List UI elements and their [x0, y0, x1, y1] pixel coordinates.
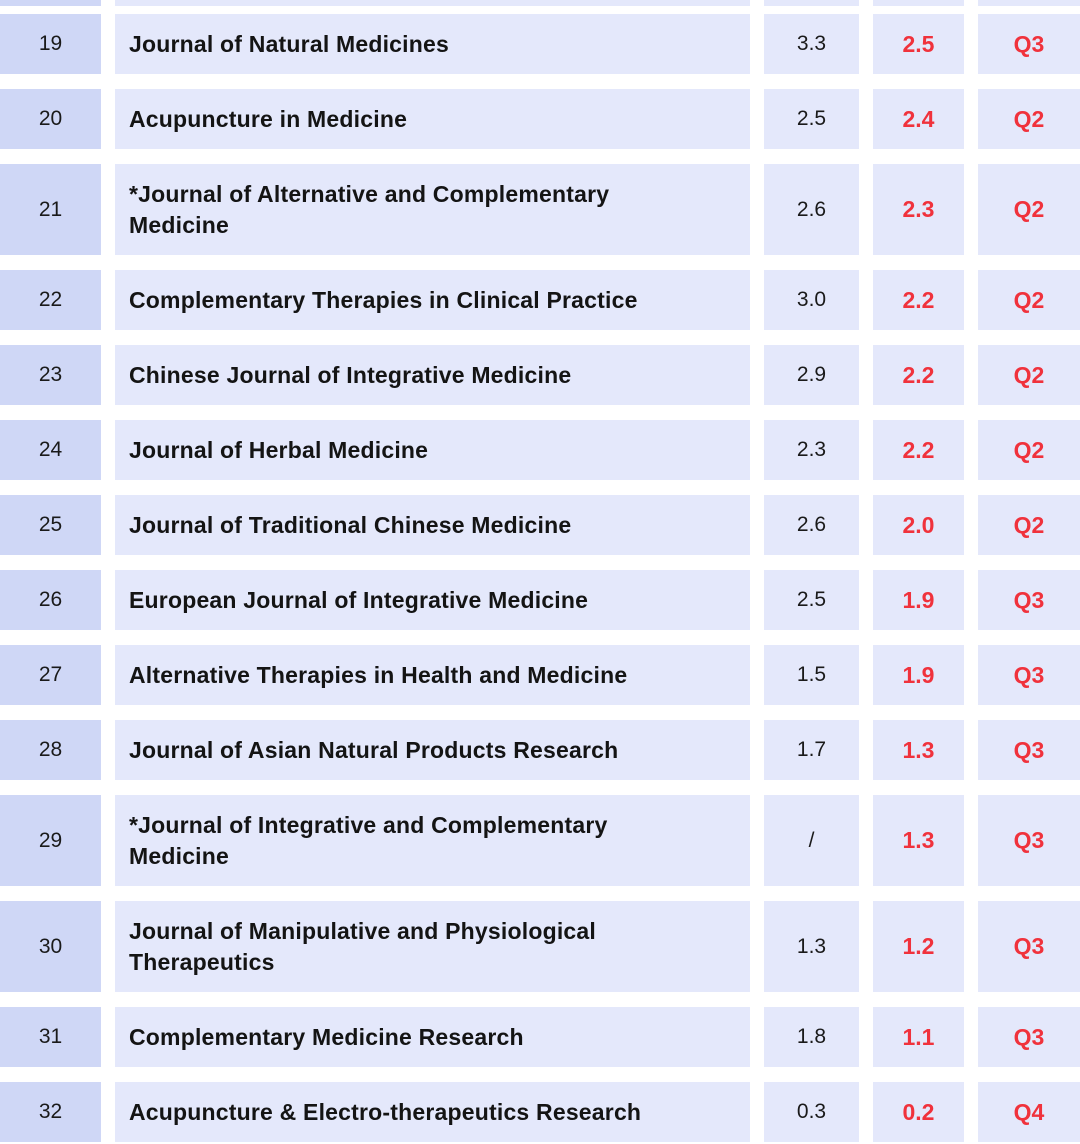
five-year-if-cell: / — [764, 795, 859, 886]
five-year-if-cell: 1.3 — [764, 901, 859, 992]
quartile-cell: Q3 — [978, 570, 1080, 630]
quartile-cell: Q2 — [978, 420, 1080, 480]
quartile-cell: Q2 — [978, 345, 1080, 405]
journal-name-cell: Journal of Manipulative and Physiological Therapeutics — [115, 901, 750, 992]
journal-name-cell: Journal of Herbal Medicine — [115, 420, 750, 480]
journal-name-cell: Journal of Natural Medicines — [115, 14, 750, 74]
rank-cell: 32 — [0, 1082, 101, 1142]
journal-name-cell: Journal of Asian Natural Products Research — [115, 720, 750, 780]
previous-row-edge — [0, 0, 1080, 6]
impact-factor-cell: 2.2 — [873, 420, 964, 480]
impact-factor-cell: 1.1 — [873, 1007, 964, 1067]
table-row — [0, 14, 1080, 74]
rank-cell: 27 — [0, 645, 101, 705]
table-row — [0, 345, 1080, 405]
five-year-if-cell: 0.3 — [764, 1082, 859, 1142]
rank-cell: 25 — [0, 495, 101, 555]
quartile-cell: Q3 — [978, 645, 1080, 705]
journal-name-cell: Alternative Therapies in Health and Medicine — [115, 645, 750, 705]
impact-factor-cell: 2.5 — [873, 14, 964, 74]
journal-name-cell: *Journal of Integrative and Complementary Medicine — [115, 795, 750, 886]
table-row — [0, 164, 1080, 255]
quartile-cell: Q2 — [978, 164, 1080, 255]
quartile-cell: Q2 — [978, 89, 1080, 149]
table-row — [0, 1082, 1080, 1142]
table-row — [0, 720, 1080, 780]
rank-cell: 28 — [0, 720, 101, 780]
table-row — [0, 901, 1080, 992]
table-row — [0, 795, 1080, 886]
quartile-cell: Q3 — [978, 14, 1080, 74]
impact-factor-cell: 2.4 — [873, 89, 964, 149]
table-row — [0, 89, 1080, 149]
five-year-if-cell: 1.7 — [764, 720, 859, 780]
impact-factor-cell: 1.3 — [873, 795, 964, 886]
journal-name-cell: Complementary Medicine Research — [115, 1007, 750, 1067]
five-year-if-cell: 2.5 — [764, 570, 859, 630]
journal-name-cell: Chinese Journal of Integrative Medicine — [115, 345, 750, 405]
table-row — [0, 420, 1080, 480]
five-year-if-cell: 2.9 — [764, 345, 859, 405]
journal-name-cell: *Journal of Alternative and Complementary Medicine — [115, 164, 750, 255]
impact-factor-cell: 2.0 — [873, 495, 964, 555]
rank-cell: 20 — [0, 89, 101, 149]
impact-factor-cell: 2.2 — [873, 270, 964, 330]
journal-name-cell: Acupuncture & Electro-therapeutics Research — [115, 1082, 750, 1142]
five-year-if-cell: 2.6 — [764, 164, 859, 255]
rank-cell: 22 — [0, 270, 101, 330]
impact-factor-cell: 2.2 — [873, 345, 964, 405]
rank-cell: 21 — [0, 164, 101, 255]
five-year-if-cell: 2.3 — [764, 420, 859, 480]
table-row — [0, 270, 1080, 330]
impact-factor-cell: 1.3 — [873, 720, 964, 780]
rank-cell: 31 — [0, 1007, 101, 1067]
journal-name-cell: Complementary Therapies in Clinical Practice — [115, 270, 750, 330]
five-year-if-cell: 1.8 — [764, 1007, 859, 1067]
quartile-cell: Q2 — [978, 270, 1080, 330]
rank-cell: 29 — [0, 795, 101, 886]
journal-name-cell: European Journal of Integrative Medicine — [115, 570, 750, 630]
journal-name-cell: Journal of Traditional Chinese Medicine — [115, 495, 750, 555]
impact-factor-cell: 1.9 — [873, 570, 964, 630]
quartile-cell: Q3 — [978, 901, 1080, 992]
rank-cell: 24 — [0, 420, 101, 480]
journal-name-cell: Acupuncture in Medicine — [115, 89, 750, 149]
rank-cell: 19 — [0, 14, 101, 74]
quartile-cell: Q3 — [978, 795, 1080, 886]
table-row — [0, 1007, 1080, 1067]
table-row — [0, 570, 1080, 630]
rank-cell: 23 — [0, 345, 101, 405]
table-row — [0, 645, 1080, 705]
quartile-cell: Q3 — [978, 720, 1080, 780]
five-year-if-cell: 1.5 — [764, 645, 859, 705]
five-year-if-cell: 3.0 — [764, 270, 859, 330]
quartile-cell: Q3 — [978, 1007, 1080, 1067]
five-year-if-cell: 3.3 — [764, 14, 859, 74]
five-year-if-cell: 2.5 — [764, 89, 859, 149]
rank-cell: 26 — [0, 570, 101, 630]
quartile-cell: Q2 — [978, 495, 1080, 555]
five-year-if-cell: 2.6 — [764, 495, 859, 555]
impact-factor-cell: 1.2 — [873, 901, 964, 992]
rank-cell: 30 — [0, 901, 101, 992]
impact-factor-cell: 1.9 — [873, 645, 964, 705]
impact-factor-cell: 0.2 — [873, 1082, 964, 1142]
quartile-cell: Q4 — [978, 1082, 1080, 1142]
impact-factor-cell: 2.3 — [873, 164, 964, 255]
table-row — [0, 495, 1080, 555]
